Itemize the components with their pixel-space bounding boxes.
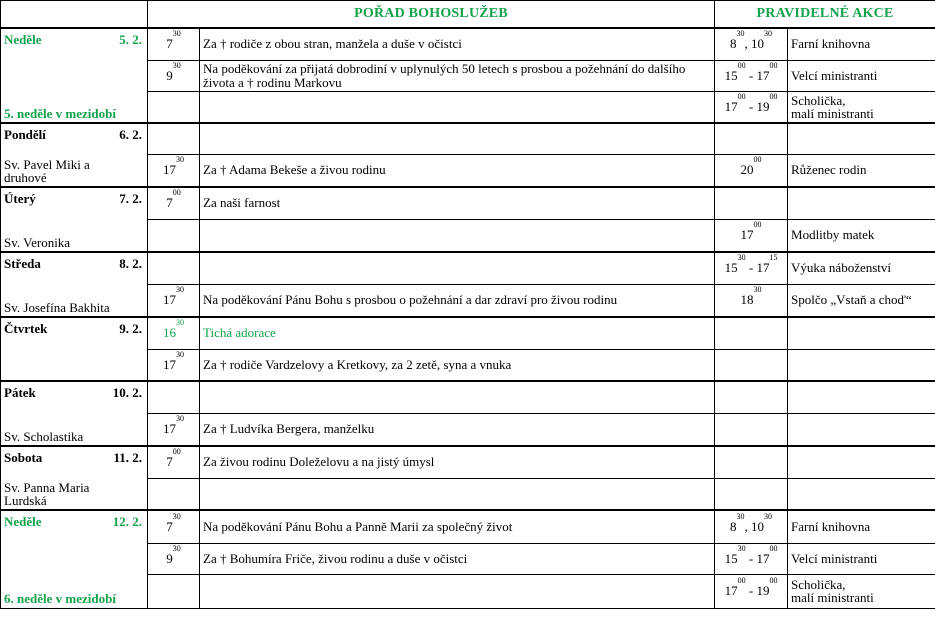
hour: 8 — [730, 518, 737, 534]
event-name — [788, 91, 935, 123]
event-name: Velcí ministranti — [788, 543, 935, 574]
mass-time — [148, 478, 200, 510]
mass-time — [148, 187, 200, 219]
mass-time — [148, 252, 200, 284]
time-separator: - — [745, 550, 757, 566]
feast-name: Sv. Pavel Miki a druhové — [4, 157, 90, 185]
event-name-line: malí ministranti — [791, 590, 874, 605]
minutes: 30 — [737, 543, 746, 553]
day-info — [4, 188, 144, 251]
hour: 17 — [740, 227, 754, 243]
hour: 17 — [756, 260, 770, 276]
day-date: 5. 2. — [119, 32, 142, 47]
feast-name: 6. neděle v mezidobí — [4, 591, 116, 606]
hour: 7 — [166, 454, 173, 470]
minutes: 00 — [172, 447, 181, 457]
hour: 15 — [724, 67, 738, 83]
event-name — [788, 349, 935, 381]
mass-intention: Za † Adama Bekeše a živou rodinu — [200, 154, 715, 187]
day-date: 12. 2. — [112, 514, 142, 529]
hour: 8 — [730, 36, 737, 52]
time-separator: - — [745, 583, 757, 598]
event-name — [788, 123, 935, 154]
mass-time — [148, 91, 200, 123]
mass-time — [148, 60, 200, 91]
day-name: Úterý — [4, 191, 36, 206]
hour: 17 — [756, 550, 770, 566]
day-cell — [1, 123, 148, 187]
schedule-row — [1, 446, 935, 478]
mass-time — [148, 574, 200, 608]
mass-time — [148, 446, 200, 478]
event-time — [715, 123, 788, 154]
event-time — [715, 284, 788, 317]
mass-intention — [200, 252, 715, 284]
event-name — [788, 187, 935, 219]
day-cell — [1, 446, 148, 510]
mass-time — [148, 28, 200, 60]
minutes: 30 — [172, 543, 181, 553]
event-name-line: malí ministranti — [791, 105, 874, 121]
hour: 10 — [751, 36, 765, 52]
hour: 7 — [166, 36, 173, 52]
event-time — [715, 510, 788, 543]
minutes: 30 — [176, 285, 184, 295]
day-date: 9. 2. — [119, 321, 142, 336]
mass-intention — [200, 123, 715, 154]
mass-time — [148, 154, 200, 187]
feast-name: Sv. Josefína Bakhita — [4, 300, 110, 315]
mass-intention: Tichá adorace — [200, 317, 715, 349]
mass-time — [148, 510, 200, 543]
mass-intention — [200, 381, 715, 413]
event-time — [715, 187, 788, 219]
day-date: 11. 2. — [113, 450, 142, 465]
hour: 17 — [163, 292, 176, 308]
minutes: 00 — [753, 220, 762, 230]
time-separator: - — [745, 67, 757, 83]
event-time — [715, 28, 788, 60]
mass-time — [148, 219, 200, 252]
hour: 15 — [724, 550, 738, 566]
day-date: 7. 2. — [119, 191, 142, 206]
day-name: Sobota — [4, 450, 43, 465]
event-name: Spolčo „Vstaň a choď“ — [788, 284, 935, 317]
hour: 9 — [166, 67, 173, 83]
feast-name: Sv. Scholastika — [4, 429, 84, 444]
hour: 20 — [740, 162, 754, 178]
event-name — [788, 317, 935, 349]
event-name — [788, 478, 935, 510]
event-time — [715, 478, 788, 510]
minutes: 00 — [769, 576, 778, 585]
day-name: Pátek — [4, 385, 36, 400]
schedule-row — [1, 187, 935, 219]
mass-intention — [200, 478, 715, 510]
day-date: 8. 2. — [119, 256, 142, 271]
day-cell — [1, 381, 148, 446]
minutes: 00 — [769, 543, 778, 553]
minutes: 30 — [176, 318, 184, 328]
hour: 7 — [166, 195, 173, 211]
minutes: 00 — [737, 91, 746, 101]
event-name — [788, 446, 935, 478]
event-time — [715, 574, 788, 608]
minutes: 30 — [176, 349, 184, 359]
mass-intention: Na poděkování za přijatá dobrodiní v uplynulých 50 letech s prosbou a požehnání do dalšího života a † rodinu Markovu — [200, 60, 715, 91]
mass-intention: Na poděkování Pánu Bohu s prosbou o požehnání a dar zdraví pro živou rodinu — [200, 284, 715, 317]
schedule-row — [1, 252, 935, 284]
mass-time — [148, 543, 200, 574]
hour: 9 — [166, 550, 173, 566]
day-name: Neděle — [4, 514, 42, 529]
hour: 15 — [724, 260, 738, 276]
day-cell — [1, 187, 148, 252]
header-row — [1, 1, 935, 29]
minutes: 00 — [753, 155, 762, 165]
day-cell — [1, 28, 148, 123]
event-name-line: Scholička, — [791, 577, 846, 592]
day-info — [4, 253, 144, 316]
hour: 17 — [163, 421, 176, 437]
event-time — [715, 154, 788, 187]
schedule-row — [1, 510, 935, 543]
mass-intention: Za živou rodinu Doleželovu a na jistý úmysl — [200, 446, 715, 478]
event-time — [715, 60, 788, 91]
event-time — [715, 91, 788, 123]
minutes: 00 — [769, 91, 778, 101]
minutes: 30 — [176, 414, 184, 424]
minutes: 30 — [764, 511, 773, 521]
time-separator: , — [744, 518, 752, 534]
mass-intention: Na poděkování Pánu Bohu a Panně Marii za společný život — [200, 510, 715, 543]
minutes: 00 — [737, 60, 746, 70]
mass-time — [148, 349, 200, 381]
day-info — [4, 318, 144, 380]
hour: 18 — [740, 292, 754, 308]
day-name: Středa — [4, 256, 41, 271]
minutes: 30 — [172, 29, 181, 39]
day-info — [4, 447, 144, 509]
event-time — [715, 219, 788, 252]
time-separator: , — [744, 36, 752, 52]
event-name — [788, 413, 935, 446]
mass-time — [148, 123, 200, 154]
minutes: 00 — [737, 576, 746, 585]
day-info — [4, 124, 144, 186]
event-name — [788, 574, 935, 608]
minutes: 30 — [172, 511, 181, 521]
event-name: Modlitby matek — [788, 219, 935, 252]
mass-intention: Za † rodiče z obou stran, manžela a duše v očistci — [200, 28, 715, 60]
minutes: 30 — [753, 285, 762, 295]
events-title: PRAVIDELNÉ AKCE — [715, 1, 935, 29]
day-info — [4, 29, 144, 122]
mass-time — [148, 284, 200, 317]
day-name: Pondělí — [4, 127, 46, 142]
mass-intention: Za naši farnost — [200, 187, 715, 219]
mass-intention: Za † Ludvíka Bergera, manželku — [200, 413, 715, 446]
hour: 19 — [756, 583, 770, 598]
event-name: Farní knihovna — [788, 28, 935, 60]
event-time — [715, 413, 788, 446]
minutes: 30 — [176, 155, 184, 165]
event-name: Růženec rodin — [788, 154, 935, 187]
hour: 10 — [751, 518, 765, 534]
schedule-row — [1, 28, 935, 60]
schedule-row — [1, 317, 935, 349]
day-cell — [1, 252, 148, 317]
event-name: Velcí ministranti — [788, 60, 935, 91]
minutes: 30 — [736, 511, 745, 521]
time-separator: - — [745, 98, 757, 114]
minutes: 30 — [737, 253, 746, 263]
day-name: Neděle — [4, 32, 42, 47]
services-title: POŘAD BOHOSLUŽEB — [148, 1, 715, 29]
day-date: 10. 2. — [112, 385, 142, 400]
event-name-line: Scholička, — [791, 92, 846, 108]
schedule-row — [1, 381, 935, 413]
hour: 16 — [163, 325, 176, 341]
mass-intention — [200, 91, 715, 123]
day-info — [4, 382, 144, 445]
mass-intention: Za † Bohumíra Friče, živou rodinu a duše v očistci — [200, 543, 715, 574]
minutes: 00 — [769, 60, 778, 70]
header-empty-cell — [1, 1, 148, 29]
day-cell — [1, 510, 148, 608]
feast-name: 5. neděle v mezidobí — [4, 106, 116, 121]
event-time — [715, 381, 788, 413]
mass-intention — [200, 574, 715, 608]
mass-time — [148, 317, 200, 349]
minutes: 30 — [736, 29, 745, 39]
event-time — [715, 543, 788, 574]
hour: 17 — [163, 162, 176, 178]
event-name — [788, 381, 935, 413]
event-time — [715, 317, 788, 349]
mass-intention — [200, 219, 715, 252]
hour: 17 — [756, 67, 770, 83]
event-name: Farní knihovna — [788, 510, 935, 543]
hour: 19 — [756, 98, 770, 114]
day-name: Čtvrtek — [4, 321, 48, 336]
schedule-row — [1, 123, 935, 154]
minutes: 30 — [764, 29, 773, 39]
feast-name: Sv. Veronika — [4, 235, 71, 250]
feast-name: Sv. Panna Maria Lurdská — [4, 480, 90, 508]
event-time — [715, 252, 788, 284]
mass-time — [148, 381, 200, 413]
minutes: 30 — [172, 60, 181, 70]
event-name: Výuka náboženství — [788, 252, 935, 284]
mass-intention: Za † rodiče Vardzelovy a Kretkovy, za 2 zetě, syna a vnuka — [200, 349, 715, 381]
mass-time — [148, 413, 200, 446]
day-cell — [1, 317, 148, 381]
day-date: 6. 2. — [119, 127, 142, 142]
hour: 17 — [724, 98, 738, 114]
hour: 7 — [166, 518, 173, 534]
time-separator: - — [745, 260, 757, 276]
minutes: 15 — [769, 253, 778, 263]
day-info — [4, 511, 144, 607]
hour: 17 — [724, 583, 738, 598]
hour: 17 — [163, 356, 176, 372]
event-time — [715, 446, 788, 478]
event-time — [715, 349, 788, 381]
minutes: 00 — [172, 188, 181, 198]
